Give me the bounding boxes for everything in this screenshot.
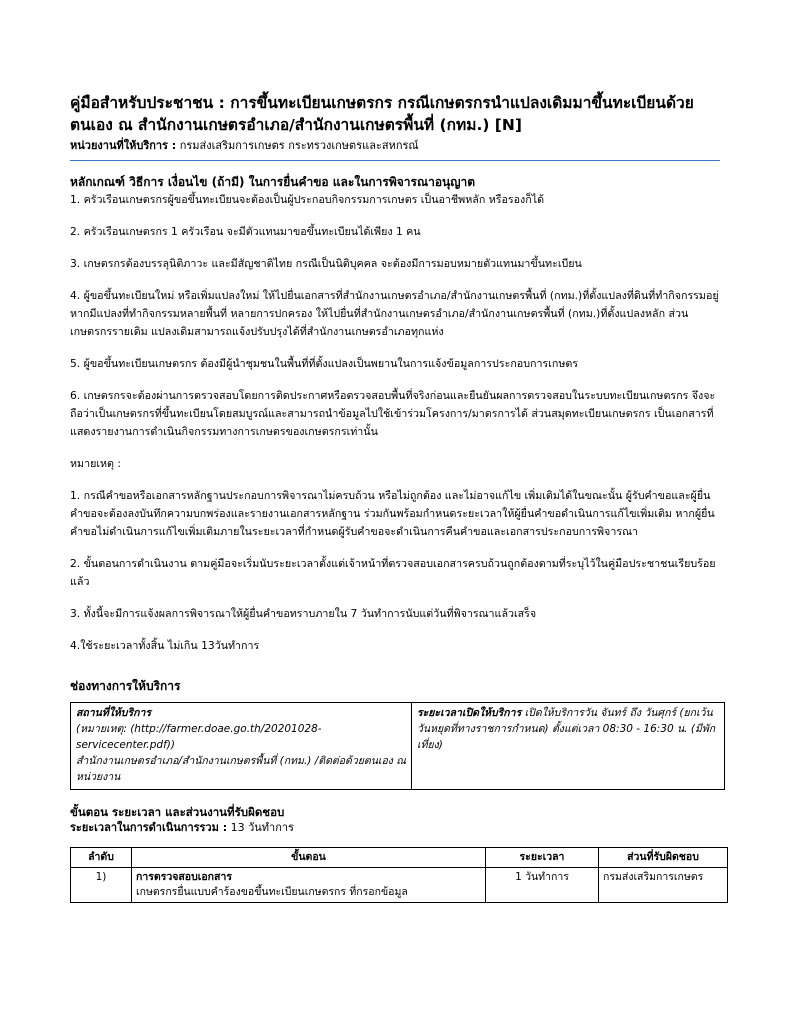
service-location-label: สถานที่ให้บริการ <box>76 707 152 719</box>
service-hours-cell <box>412 703 725 790</box>
document-page <box>70 92 720 903</box>
service-location-cell <box>71 703 412 790</box>
column-header: ส่วนที่รับผิดชอบ <box>599 848 728 868</box>
criteria-item: 2. ครัวเรือนเกษตรกร 1 ครัวเรือน จะมีตัวแทนมาขอขึ้นทะเบียนได้เพียง 1 คน <box>70 225 421 238</box>
agency-value: กรมส่งเสริมการเกษตร กระทรวงเกษตรและสหกรณ์ <box>179 139 419 152</box>
step-number: 1) <box>71 868 132 903</box>
criteria-item: 1. ครัวเรือนเกษตรกรผู้ขอขึ้นทะเบียนจะต้องเป็นผู้ประกอบกิจกรรมการเกษตร เป็นอาชีพหลัก หรือรองก็ได้ <box>70 193 545 206</box>
step-name: การตรวจสอบเอกสาร <box>136 871 232 883</box>
agency-line <box>70 138 720 161</box>
criteria-heading: หลักเกณฑ์ วิธีการ เงื่อนไข (ถ้ามี) ในการยื่นคำขอ และในการพิจารณาอนุญาต <box>70 175 476 189</box>
column-header: ลำดับ <box>71 848 132 868</box>
service-hours-text: เปิดให้บริการวัน จันทร์ ถึง วันศุกร์ (ยกเว้นวันหยุดที่ทางราชการกำหนด) ตั้งแต่เวลา 08:30 - 16:30 น. (มีพักเที่ยง) <box>417 707 716 751</box>
note-label: หมายเหตุ : <box>70 457 121 470</box>
channels-heading: ช่องทางการให้บริการ <box>70 679 181 693</box>
channels-table <box>70 702 725 790</box>
note-item: 3. ทั้งนี้จะมีการแจ้งผลการพิจารณาให้ผู้ยื่นคำขอทราบภายใน 7 วันทำการนับแต่วันที่พิจารณาแล้วเสร็จ <box>70 607 537 620</box>
column-header: ขั้นตอน <box>132 848 486 868</box>
table-header-row <box>71 848 728 868</box>
process-heading: ขั้นตอน ระยะเวลา และส่วนงานที่รับผิดชอบ <box>70 805 285 819</box>
column-header: ระยะเวลา <box>486 848 599 868</box>
criteria-item: 5. ผู้ขอขึ้นทะเบียนเกษตรกร ต้องมีผู้นำชุมชนในพื้นที่ที่ตั้งแปลงเป็นพยานในการแจ้งข้อมูลการประกอบการเกษตร <box>70 357 579 370</box>
service-location-text: สำนักงานเกษตรอำเภอ/สำนักงานเกษตรพื้นที่ (กทม.) /ติดต่อด้วยตนเอง ณ หน่วยงาน <box>76 755 406 783</box>
service-hours-label: ระยะเวลาเปิดให้บริการ <box>417 707 522 719</box>
note-item: 2. ขั้นตอนการดำเนินงาน ตามคู่มือจะเริ่มนับระยะเวลาตั้งแต่เจ้าหน้าที่ตรวจสอบเอกสารครบถ้วนถูกต้องตามที่ระบุไว้ในคู่มือประชาชนเรียบร้อยแล้ว <box>70 557 716 588</box>
note-item: 4.ใช้ระยะเวลาทั้งสิ้น ไม่เกิน 13วันทำการ <box>70 639 260 652</box>
criteria-item: 3. เกษตรกรต้องบรรลุนิติภาวะ และมีสัญชาติไทย กรณีเป็นนิติบุคคล จะต้องมีการมอบหมายตัวแทนมาขึ้นทะเบียน <box>70 257 582 270</box>
process-total-value: 13 วันทำการ <box>230 821 294 834</box>
agency-label: หน่วยงานที่ให้บริการ : <box>70 139 177 152</box>
note-item: 1. กรณีคำขอหรือเอกสารหลักฐานประกอบการพิจารณาไม่ครบถ้วน หรือไม่ถูกต้อง และไม่อาจแก้ไข เพิ่มเติมได้ในขณะนั้น ผู้รับคำขอและผู้ยื่นคำขอจะต้องลงบันทึกความบกพร่องและรายงานเอกสารหลักฐาน ร่วมกันพร้อมกำหนดระยะเวลาให้ผู้ยื่นคำขอดำเนินการแก้ไขเพิ่มเติม หากผู้ยื่นคำขอไม่ดำเนินการแก้ไขเพิ่มเติมภายในระยะเวลาที่กำหนดผู้รับคำขอจะดำเนินการคืนคำขอและเอกสารประกอบการพิจารณา <box>70 489 715 538</box>
step-unit: กรมส่งเสริมการเกษตร <box>599 868 728 903</box>
table-row <box>71 868 728 903</box>
process-table <box>70 847 728 903</box>
step-cell <box>132 868 486 903</box>
criteria-item: 6. เกษตรกรจะต้องผ่านการตรวจสอบโดยการติดประกาศหรือตรวจสอบพื้นที่จริงก่อนและยืนยันผลการตรวจสอบในระบบทะเบียนเกษตรกร จึงจะถือว่าเป็นเกษตรกรที่ขึ้นทะเบียนโดยสมบูรณ์และสามารถนำข้อมูลไปใช้เข้าร่วมโครงการ/มาตรการได้ ส่วนสมุดทะเบียนเกษตรกร เป็นเอกสารที่แสดงรายงานการดำเนินกิจกรรมทางการเกษตรของเกษตรกรเท่านั้น <box>70 389 716 438</box>
document-title: คู่มือสำหรับประชาชน : การขึ้นทะเบียนเกษตรกร กรณีเกษตรกรนำแปลงเดิมมาขึ้นทะเบียนด้วยตนเอง ณ สำนักงานเกษตรอำเภอ/สำนักงานเกษตรพื้นที่ (กทม.) [N] <box>70 94 694 134</box>
step-duration: 1 วันทำการ <box>486 868 599 903</box>
criteria-item: 4. ผู้ขอขึ้นทะเบียนใหม่ หรือเพิ่มแปลงใหม่ ให้ไปยื่นเอกสารที่สำนักงานเกษตรอำเภอ/สำนักงานเกษตรพื้นที่ (กทม.)ที่ตั้งแปลงที่ดินที่ทำกิจกรรมอยู่ หากมีแปลงที่ทำกิจกรรมหลายพื้นที่ หลายการปกครอง ให้ไปยื่นที่สำนักงานเกษตรอำเภอ/สำนักงานเกษตรพื้นที่ (กทม.)ที่ตั้งแปลงหลัก ส่วนเกษตรกรรายเดิม แปลงเดิมสามารถแจ้งปรับปรุงได้ที่สำนักงานเกษตรอำเภอทุกแห่ง <box>70 289 719 338</box>
process-total-label: ระยะเวลาในการดำเนินการรวม : <box>70 821 228 834</box>
step-detail: เกษตรกรยื่นแบบคำร้องขอขึ้นทะเบียนเกษตรกร ที่กรอกข้อมูล <box>136 886 408 898</box>
service-location-note: (หมายเหตุ: (http://farmer.doae.go.th/20201028-servicecenter.pdf)) <box>76 723 322 751</box>
process-total <box>70 820 720 836</box>
